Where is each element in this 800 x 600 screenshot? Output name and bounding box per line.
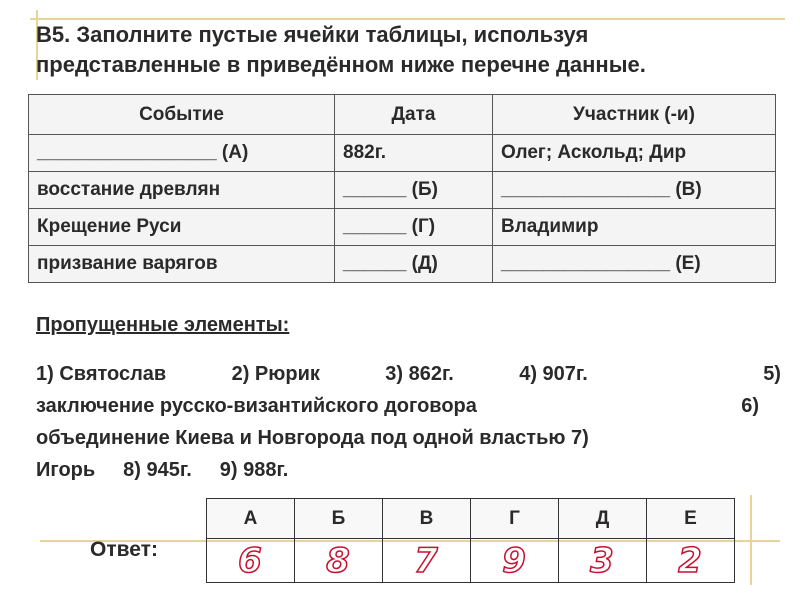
answer-cell bbox=[647, 539, 735, 583]
answer-letter: Е bbox=[647, 499, 735, 539]
header-event: Событие bbox=[29, 95, 335, 135]
answer-digit: 9 bbox=[502, 540, 527, 581]
missing-item: заключение русско-византийского договора bbox=[36, 395, 477, 417]
answer-cell bbox=[295, 539, 383, 583]
missing-line bbox=[36, 422, 781, 454]
missing-item: 1) Святослав bbox=[36, 363, 167, 385]
cell-event: _________________ (А) bbox=[29, 135, 335, 172]
cell-participants: Владимир bbox=[493, 209, 776, 246]
cell-participants: Олег; Аскольд; Дир bbox=[493, 135, 776, 172]
answer-digit: 3 bbox=[590, 540, 615, 581]
task-title-line1: В5. Заполните пустые ячейки таблицы, используя bbox=[36, 22, 589, 47]
missing-item: 4) 907г. bbox=[519, 363, 588, 385]
cell-date: ______ (Д) bbox=[335, 246, 493, 283]
table-header-row bbox=[29, 95, 776, 135]
cell-date: 882г. bbox=[335, 135, 493, 172]
answer-cell bbox=[559, 539, 647, 583]
answer-digit: 8 bbox=[326, 540, 351, 581]
answer-cell bbox=[471, 539, 559, 583]
missing-item: 2) Рюрик bbox=[231, 363, 320, 385]
answer-letter: В bbox=[383, 499, 471, 539]
answer-letter: Б bbox=[295, 499, 383, 539]
missing-elements-list bbox=[36, 358, 781, 486]
answer-digits-row bbox=[207, 539, 735, 583]
answer-letters-row bbox=[207, 499, 735, 539]
cell-event: призвание варягов bbox=[29, 246, 335, 283]
header-date: Дата bbox=[335, 95, 493, 135]
answer-table bbox=[206, 498, 735, 583]
missing-item: 3) 862г. bbox=[385, 363, 454, 385]
answer-letter: А bbox=[207, 499, 295, 539]
missing-item: 8) 945г. bbox=[123, 459, 192, 481]
cell-date: ______ (Г) bbox=[335, 209, 493, 246]
cell-event: Крещение Руси bbox=[29, 209, 335, 246]
table-row bbox=[29, 172, 776, 209]
answer-cell bbox=[383, 539, 471, 583]
task-title bbox=[36, 20, 786, 80]
missing-item: 5) bbox=[763, 363, 781, 385]
missing-line bbox=[36, 390, 781, 422]
table-row bbox=[29, 246, 776, 283]
header-participants: Участник (-и) bbox=[493, 95, 776, 135]
answer-cell bbox=[207, 539, 295, 583]
missing-item: Игорь bbox=[36, 459, 96, 481]
answer-digit: 7 bbox=[414, 540, 439, 581]
events-table bbox=[28, 94, 776, 283]
missing-elements-title: Пропущенные элементы: bbox=[36, 314, 290, 336]
decor-line-right bbox=[750, 495, 752, 585]
table-row bbox=[29, 209, 776, 246]
table-row bbox=[29, 135, 776, 172]
cell-event: восстание древлян bbox=[29, 172, 335, 209]
task-title-line2: представленные в приведённом ниже перечне данные. bbox=[36, 52, 646, 77]
answer-label: Ответ: bbox=[90, 538, 158, 561]
cell-date: ______ (Б) bbox=[335, 172, 493, 209]
answer-letter: Г bbox=[471, 499, 559, 539]
missing-item: 9) 988г. bbox=[219, 459, 289, 481]
answer-letter: Д bbox=[559, 499, 647, 539]
answer-digit: 6 bbox=[238, 540, 263, 581]
missing-item: объединение Киева и Новгорода под одной властью 7) bbox=[36, 427, 589, 449]
answer-digit: 2 bbox=[678, 540, 703, 581]
cell-participants: ________________ (В) bbox=[493, 172, 776, 209]
missing-item: 6) bbox=[741, 395, 759, 417]
missing-line bbox=[36, 358, 781, 390]
missing-line bbox=[36, 454, 781, 486]
cell-participants: ________________ (Е) bbox=[493, 246, 776, 283]
